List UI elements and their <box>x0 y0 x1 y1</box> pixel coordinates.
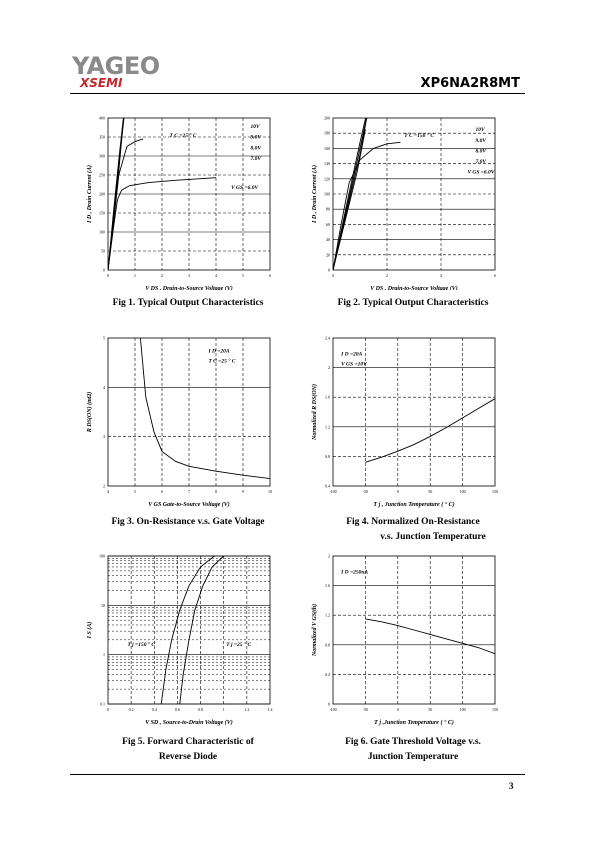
fig3-xtick-label: 4 <box>107 489 109 494</box>
fig2-annotation: 9.0V <box>475 137 487 144</box>
fig1-xlabel: V DS , Drain-to-Source Voltage (V) <box>145 286 233 290</box>
fig4-xtick-label: -100 <box>329 489 337 494</box>
fig1-ytick-label: 100 <box>99 229 105 235</box>
fig1-xtick-label: 4 <box>215 273 217 278</box>
fig6-annotation: I D =250uA <box>341 569 369 576</box>
fig5-ytick-label: 100 <box>99 553 105 559</box>
header-rule <box>70 93 525 94</box>
caption-fig5-line1: Fig 5. Forward Characteristic of <box>122 737 254 747</box>
fig3-series-group <box>140 338 270 479</box>
fig1-annotation: 9.0V <box>250 134 262 141</box>
fig2-ytick-label: 160 <box>324 145 330 151</box>
fig4-ytick-label: 0.8 <box>325 453 330 459</box>
fig2-xtick-label: 0 <box>332 273 334 278</box>
caption-fig1-text: Fig 1. Typical Output Characteristics <box>112 298 264 308</box>
caption-fig1 <box>68 296 308 311</box>
fig3-series-line <box>140 338 270 479</box>
fig1-xtick-label: 5 <box>242 273 244 278</box>
figure-5 <box>80 548 295 728</box>
fig2-ytick-label: 180 <box>324 130 330 136</box>
caption-fig6 <box>293 735 533 765</box>
fig5-xtick-label: 0.8 <box>198 707 204 712</box>
fig4-ylabel: Normalized R DS(ON) <box>312 383 318 441</box>
fig2-ytick-label: 60 <box>326 221 330 227</box>
fig3-xlabel: V GS Gate-to-Source Voltage (V) <box>148 502 230 508</box>
fig3-svg <box>80 330 295 510</box>
fig6-xtick-label: -100 <box>329 707 337 712</box>
fig6-ytick-label: 1.6 <box>325 583 330 589</box>
fig5-series-group <box>161 556 223 704</box>
fig4-xtick-label: 50 <box>428 489 433 494</box>
fig2-ytick-label: 100 <box>324 191 330 197</box>
fig1-xtick-label: 6 <box>269 273 271 278</box>
fig3-ytick-label: 5 <box>103 335 105 341</box>
fig6-xtick-label: 50 <box>428 707 433 712</box>
fig4-ytick-label: 1.2 <box>325 424 330 430</box>
part-number: XP6NA2R8MT <box>420 76 520 91</box>
fig1-ytick-label: 250 <box>99 172 105 178</box>
fig2-annotation: 8.0V <box>475 148 487 155</box>
fig2-ytick-label: 120 <box>324 176 330 182</box>
caption-fig4-line2: v.s. Junction Temperature <box>380 532 486 542</box>
fig5-annotation: T j =25 ° C <box>226 641 252 648</box>
fig1-xtick-label: 0 <box>107 273 109 278</box>
fig6-svg <box>305 548 520 728</box>
fig5-xlabel: V SD , Source-to-Drain Voltage (V) <box>145 720 233 726</box>
fig1-ylabel: I D , Drain Current (A) <box>87 164 93 224</box>
figure-2 <box>305 110 520 290</box>
fig6-xtick-label: 0 <box>396 707 399 712</box>
fig4-annotation: I D =20A <box>341 351 363 358</box>
fig1-annotation: 8.0V <box>250 145 262 152</box>
fig2-ytick-label: 200 <box>324 115 330 121</box>
fig4-frame <box>333 338 495 486</box>
fig4-ytick-label: 2.4 <box>325 335 330 341</box>
fig2-ytick-label: 140 <box>324 161 330 167</box>
fig3-annotation: I D =20A <box>208 348 230 355</box>
caption-fig3 <box>68 515 308 530</box>
fig2-xtick-label: 2 <box>386 273 388 278</box>
fig1-annotation: 7.0V <box>250 156 262 162</box>
fig5-xtick-label: 1 <box>222 707 225 712</box>
fig6-xtick-label: -50 <box>362 707 369 712</box>
fig4-ytick-label: 2 <box>328 365 330 371</box>
fig5-ytick-label: 10 <box>101 602 105 608</box>
fig5-series-line <box>180 556 224 704</box>
fig6-ylabel: Normalized V GS(th) <box>312 603 318 657</box>
fig6-ytick-label: 0 <box>328 701 330 707</box>
fig1-ytick-label: 300 <box>99 153 105 159</box>
page-number: 3 <box>509 781 514 791</box>
caption-fig6-line1: Fig 6. Gate Threshold Voltage v.s. <box>345 737 481 747</box>
fig2-ytick-label: 80 <box>326 206 330 212</box>
fig1-series-line <box>108 139 143 270</box>
fig5-ytick-label: 1 <box>103 652 105 658</box>
caption-fig4-line1: Fig 4. Normalized On-Resistance <box>346 517 480 527</box>
company-sublogo: XSEMI <box>80 76 123 90</box>
page-header <box>0 0 595 100</box>
fig2-xtick-label: 6 <box>494 273 496 278</box>
fig1-svg <box>80 110 295 290</box>
fig3-ytick-label: 3 <box>103 434 105 440</box>
caption-fig5-line2: Reverse Diode <box>158 752 218 762</box>
fig4-ytick-label: 0.4 <box>325 483 330 489</box>
fig4-xtick-label: 0 <box>396 489 399 494</box>
fig4-xtick-label: 150 <box>492 489 498 494</box>
fig3-ylabel: R DS(ON) (mΩ) <box>87 391 93 433</box>
caption-fig4 <box>293 515 533 545</box>
fig5-svg <box>80 548 295 728</box>
fig4-ytick-label: 1.6 <box>325 394 330 400</box>
fig3-xtick-label: 6 <box>161 489 163 494</box>
fig1-ytick-label: 50 <box>101 248 105 254</box>
fig2-xtick-label: 4 <box>440 273 442 278</box>
fig1-annotation: T C =25 ° C <box>169 133 197 140</box>
fig1-ytick-label: 0 <box>103 267 105 273</box>
fig3-xtick-label: 7 <box>188 489 190 494</box>
caption-fig3-text: Fig 3. On-Resistance v.s. Gate Voltage <box>111 517 265 527</box>
fig5-frame <box>108 556 270 704</box>
fig1-ytick-label: 350 <box>99 134 105 140</box>
fig3-xtick-label: 9 <box>242 489 244 494</box>
fig5-xtick-label: 0 <box>107 707 109 712</box>
fig3-xtick-label: 10 <box>268 489 272 494</box>
fig3-xtick-label: 5 <box>134 489 136 494</box>
figure-3 <box>80 330 295 510</box>
fig2-ylabel: I D , Drain Current (A) <box>312 164 318 224</box>
caption-fig5 <box>68 735 308 765</box>
caption-fig6-line2: Junction Temperature <box>367 752 459 762</box>
footer-rule <box>70 774 525 775</box>
fig1-annotation: 10V <box>250 124 260 131</box>
fig1-xtick-label: 1 <box>134 273 136 278</box>
fig1-xtick-label: 2 <box>161 273 163 278</box>
fig2-svg <box>305 110 520 290</box>
figure-6 <box>305 548 520 728</box>
fig2-series-line <box>333 142 401 270</box>
fig1-ytick-label: 200 <box>99 191 105 197</box>
fig2-annotation: T C =150 ° C <box>404 133 435 140</box>
fig3-ytick-label: 2 <box>103 483 105 489</box>
caption-fig2-text: Fig 2. Typical Output Characteristics <box>337 298 489 308</box>
fig6-xlabel: T j ,Junction Temperature ( ° C) <box>374 720 454 726</box>
fig1-ytick-label: 150 <box>99 210 105 216</box>
fig4-svg <box>305 330 520 510</box>
fig2-annotation: 7.0V <box>475 159 487 166</box>
company-logo: YAGEO <box>72 52 160 80</box>
fig2-annotation: V GS =6.0V <box>467 169 495 176</box>
fig2-ytick-label: 20 <box>326 252 330 258</box>
figure-4 <box>305 330 520 510</box>
fig5-xtick-label: 1.2 <box>244 707 250 712</box>
fig2-ytick-label: 40 <box>326 237 330 243</box>
fig4-xlabel: T j , Junction Temperature ( ° C) <box>373 502 455 508</box>
fig6-xtick-label: 150 <box>492 707 498 712</box>
fig4-xtick-label: -50 <box>362 489 369 494</box>
fig6-ytick-label: 2 <box>328 553 330 559</box>
fig2-series-group <box>333 110 401 270</box>
fig2-ytick-label: 0 <box>328 267 330 273</box>
fig2-annotation: 10V <box>475 127 485 134</box>
fig5-xtick-label: 1.4 <box>267 707 273 712</box>
fig6-xtick-label: 100 <box>459 707 466 712</box>
fig1-annotation: V GS =6.0V <box>231 184 259 191</box>
fig5-ylabel: I S (A) <box>87 621 93 639</box>
caption-fig2 <box>293 296 533 311</box>
fig2-xlabel: V DS , Drain-to-Source Voltage (V) <box>370 286 458 290</box>
fig4-annotation: V GS =10V <box>341 361 367 368</box>
fig5-xtick-label: 0.4 <box>151 707 157 712</box>
fig6-ytick-label: 0.8 <box>325 642 330 648</box>
fig5-xtick-label: 0.2 <box>128 707 134 712</box>
fig3-xtick-label: 8 <box>215 489 217 494</box>
fig4-xtick-label: 100 <box>459 489 466 494</box>
fig5-xtick-label: 0.6 <box>174 707 180 712</box>
figure-1 <box>80 110 295 290</box>
fig3-ytick-label: 4 <box>103 384 105 390</box>
fig1-xtick-label: 3 <box>188 273 190 278</box>
fig6-ytick-label: 0.4 <box>325 671 330 677</box>
fig5-annotation: T j =150 ° C <box>127 641 156 648</box>
fig6-ytick-label: 1.2 <box>325 612 330 618</box>
fig3-annotation: T C =25 ° C <box>208 358 236 365</box>
fig1-ytick-label: 400 <box>99 115 105 121</box>
fig5-ytick-label: 0.1 <box>100 701 105 707</box>
